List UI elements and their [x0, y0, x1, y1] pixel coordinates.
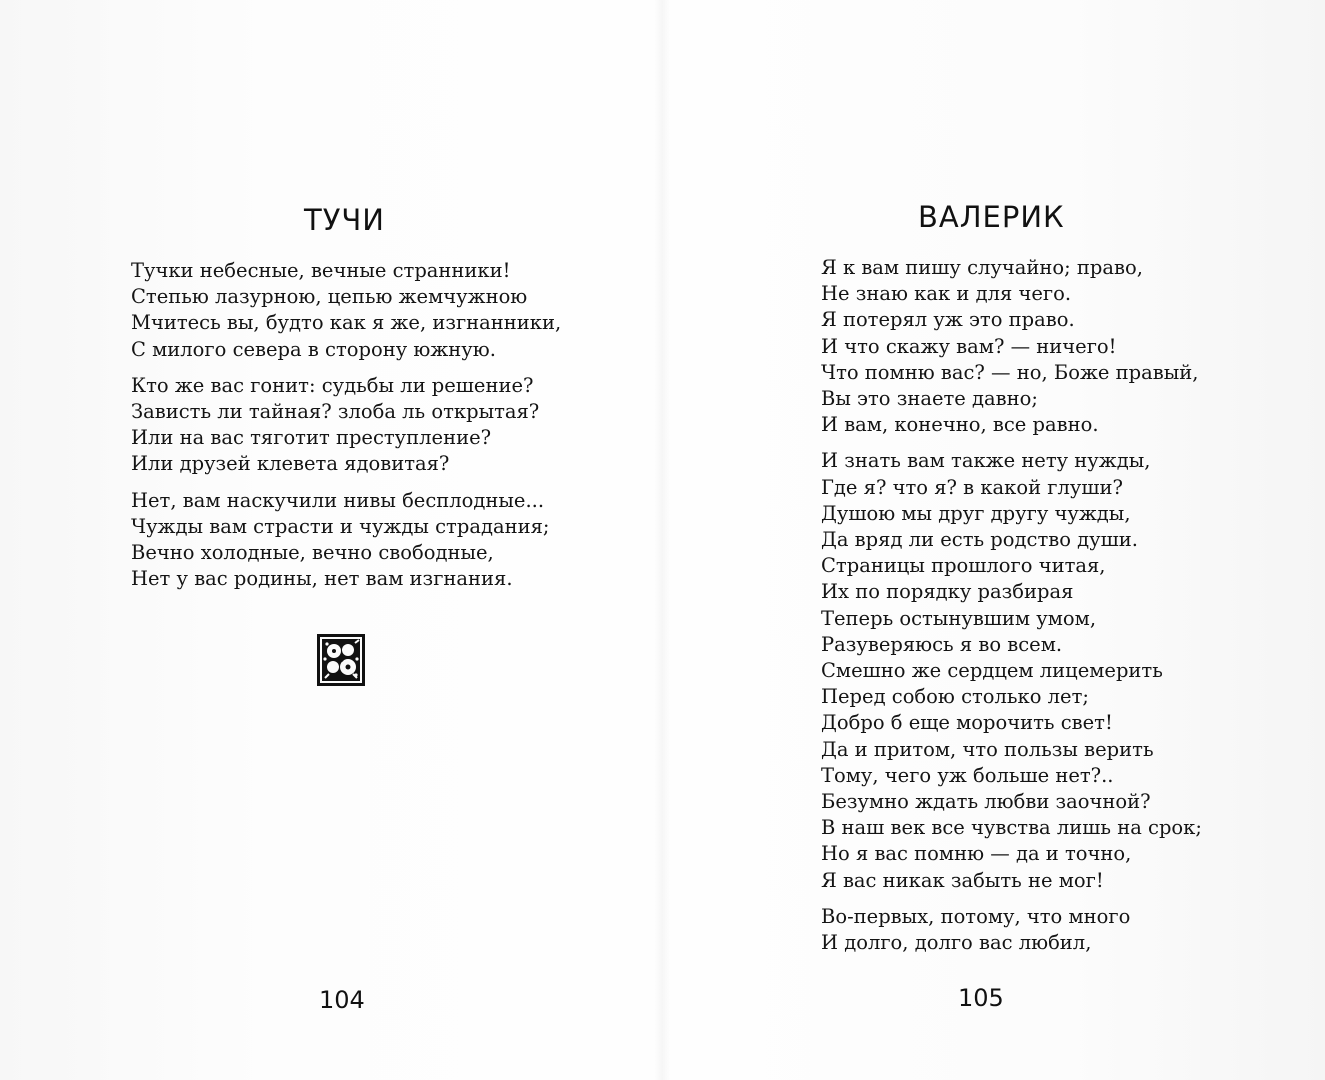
- poem-line: Вечно холодные, вечно свободные,: [131, 541, 494, 565]
- poem-line: Тому, чего уж больше нет?..: [821, 763, 1114, 787]
- right-poem-body: [821, 255, 1301, 966]
- left-poem-title: ТУЧИ: [304, 203, 385, 237]
- poem-line: Безумно ждать любви заочной?: [821, 790, 1151, 814]
- poem-line: Перед собою столько лет;: [821, 685, 1089, 709]
- poem-line: В наш век все чувства лишь на срок;: [821, 816, 1202, 840]
- poem-line: С милого севера в сторону южную.: [131, 337, 496, 361]
- right-poem-title: ВАЛЕРИК: [918, 200, 1065, 234]
- stanza: [821, 904, 1301, 956]
- poem-line: Разуверяюсь я во всем.: [821, 632, 1063, 656]
- right-page: [662, 0, 1325, 1080]
- floral-ornament-icon: [317, 634, 365, 686]
- poem-line: Степью лазурною, цепью жемчужною: [131, 285, 528, 309]
- poem-line: Не знаю как и для чего.: [821, 282, 1072, 306]
- poem-line: Нет, вам наскучили нивы бесплодные...: [131, 488, 545, 512]
- stanza: [131, 488, 631, 593]
- right-page-number: 105: [958, 984, 1004, 1012]
- poem-line: Добро б еще морочить свет!: [821, 711, 1113, 735]
- poem-line: Что помню вас? — но, Боже правый,: [821, 360, 1199, 384]
- poem-line: Мчитесь вы, будто как я же, изгнанники,: [131, 311, 562, 335]
- poem-line: Душою мы друг другу чужды,: [821, 501, 1131, 525]
- poem-line: Чужды вам страсти и чужды страдания;: [131, 514, 550, 538]
- left-page: [0, 0, 662, 1080]
- poem-line: И знать вам также нету нужды,: [821, 449, 1151, 473]
- poem-line: И что скажу вам? — ничего!: [821, 334, 1117, 358]
- poem-line: Но я вас помню — да и точно,: [821, 842, 1132, 866]
- poem-line: Страницы прошлого читая,: [821, 554, 1106, 578]
- poem-line: Теперь остынувшим умом,: [821, 606, 1097, 630]
- poem-line: Во-первых, потому, что много: [821, 904, 1131, 928]
- poem-line: Я к вам пишу случайно; право,: [821, 256, 1143, 279]
- poem-line: Да вряд ли есть родство души.: [821, 528, 1138, 552]
- poem-line: Тучки небесные, вечные странники!: [131, 259, 511, 282]
- poem-line: Я вас никак забыть не мог!: [821, 868, 1104, 892]
- poem-line: Я потерял уж это право.: [821, 308, 1075, 332]
- poem-line: Кто же вас гонит: судьбы ли решение?: [131, 373, 534, 397]
- stanza: [821, 255, 1301, 438]
- poem-line: Вы это знаете давно;: [821, 387, 1038, 411]
- poem-line: Смешно же сердцем лицемерить: [821, 659, 1163, 683]
- stanza: [131, 373, 631, 478]
- poem-line: И долго, долго вас любил,: [821, 931, 1092, 955]
- poem-line: Да и притом, что пользы верить: [821, 737, 1154, 761]
- poem-line: Где я? что я? в какой глуши?: [821, 475, 1123, 499]
- left-page-number: 104: [319, 986, 365, 1014]
- poem-line: Их по порядку разбирая: [821, 580, 1074, 604]
- poem-line: Или друзей клевета ядовитая?: [131, 452, 450, 476]
- poem-line: Зависть ли тайная? злоба ль открытая?: [131, 400, 540, 424]
- poem-line: Или на вас тяготит преступление?: [131, 426, 492, 450]
- left-poem-body: [131, 258, 631, 602]
- stanza: [131, 258, 631, 363]
- poem-line: И вам, конечно, все равно.: [821, 413, 1099, 437]
- stanza: [821, 448, 1301, 893]
- poem-line: Нет у вас родины, нет вам изгнания.: [131, 567, 513, 591]
